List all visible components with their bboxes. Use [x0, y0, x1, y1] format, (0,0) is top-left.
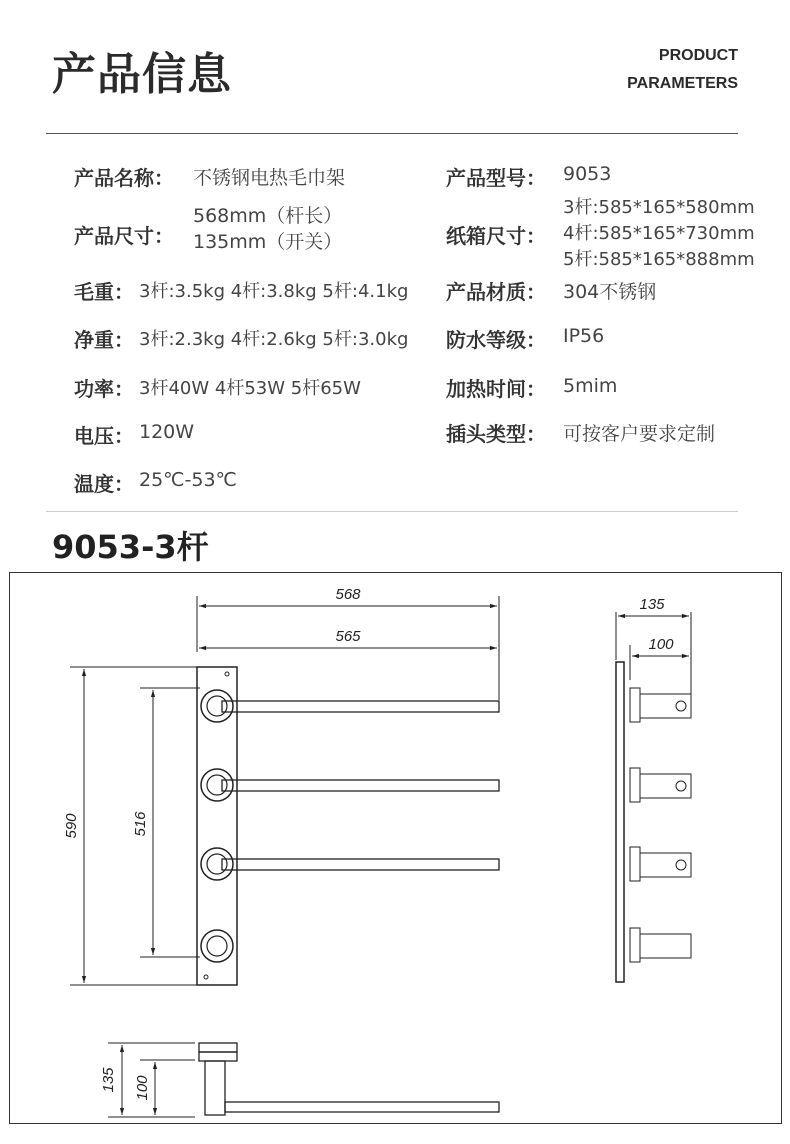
side-bar-2	[630, 768, 691, 802]
carton-label: 纸箱尺寸：	[446, 224, 546, 248]
dim-516-label: 516	[132, 811, 149, 837]
carton-value-line-1: 3杆:585*165*580mm	[563, 197, 755, 218]
size-label: 产品尺寸：	[74, 224, 174, 248]
voltage-value: 120W	[139, 421, 195, 443]
switch-hub	[201, 930, 233, 962]
mount-hole-bottom	[204, 975, 208, 979]
side-bar-3	[630, 847, 691, 881]
waterproof-value: IP56	[563, 325, 605, 347]
size-value-line-1: 568mm（杆长）	[193, 205, 343, 227]
side-wall-plate	[616, 662, 624, 982]
temp-label: 温度：	[74, 472, 134, 496]
model-value: 9053	[563, 163, 612, 185]
temp-value: 25℃-53℃	[139, 469, 237, 491]
plug-label: 插头类型：	[446, 422, 546, 446]
model-title: 9053-3杆	[52, 528, 209, 566]
net-value: 3杆:2.3kg 4杆:2.6kg 5杆:3.0kg	[139, 329, 409, 350]
bar-3	[201, 848, 499, 880]
gross-value: 3杆:3.5kg 4杆:3.8kg 5杆:4.1kg	[139, 281, 409, 302]
material-label: 产品材质：	[446, 280, 546, 304]
page-title: 产品信息	[52, 49, 232, 100]
heat-label: 加热时间：	[446, 377, 546, 401]
subtitle-line-1: PRODUCT	[658, 47, 738, 64]
bottom-bar	[199, 1043, 499, 1115]
size-value-line-2: 135mm（开关）	[193, 231, 343, 253]
waterproof-label: 防水等级：	[446, 328, 546, 352]
carton-value-line-2: 4杆:585*165*730mm	[563, 223, 755, 244]
dim-135-side-label: 135	[639, 596, 665, 613]
bar-2	[201, 769, 499, 801]
voltage-label: 电压：	[74, 424, 134, 448]
plug-value: 可按客户要求定制	[563, 423, 716, 445]
mount-hole-top	[225, 672, 229, 676]
side-bar-1	[630, 688, 691, 722]
dim-590-label: 590	[63, 813, 80, 839]
material-value: 304不锈钢	[563, 281, 657, 303]
name-label: 产品名称：	[74, 166, 174, 190]
power-value: 3杆40W 4杆53W 5杆65W	[139, 378, 361, 399]
carton-value-line-3: 5杆:585*165*888mm	[563, 249, 755, 270]
side-switch	[630, 928, 691, 962]
power-label: 功率：	[74, 377, 134, 401]
dim-100-side-label: 100	[648, 636, 674, 653]
subtitle-line-2: PARAMETERS	[627, 75, 738, 92]
bar-1	[201, 690, 499, 722]
name-value: 不锈钢电热毛巾架	[193, 167, 346, 189]
dim-568-label: 568	[335, 586, 361, 603]
gross-label: 毛重：	[74, 280, 134, 304]
dim-135-bottom-label: 135	[100, 1067, 117, 1093]
net-label: 净重：	[74, 328, 134, 352]
dim-100-bottom-label: 100	[134, 1075, 151, 1101]
heat-value: 5mim	[563, 375, 618, 397]
dim-565-label: 565	[335, 628, 361, 645]
model-label: 产品型号：	[446, 166, 546, 190]
